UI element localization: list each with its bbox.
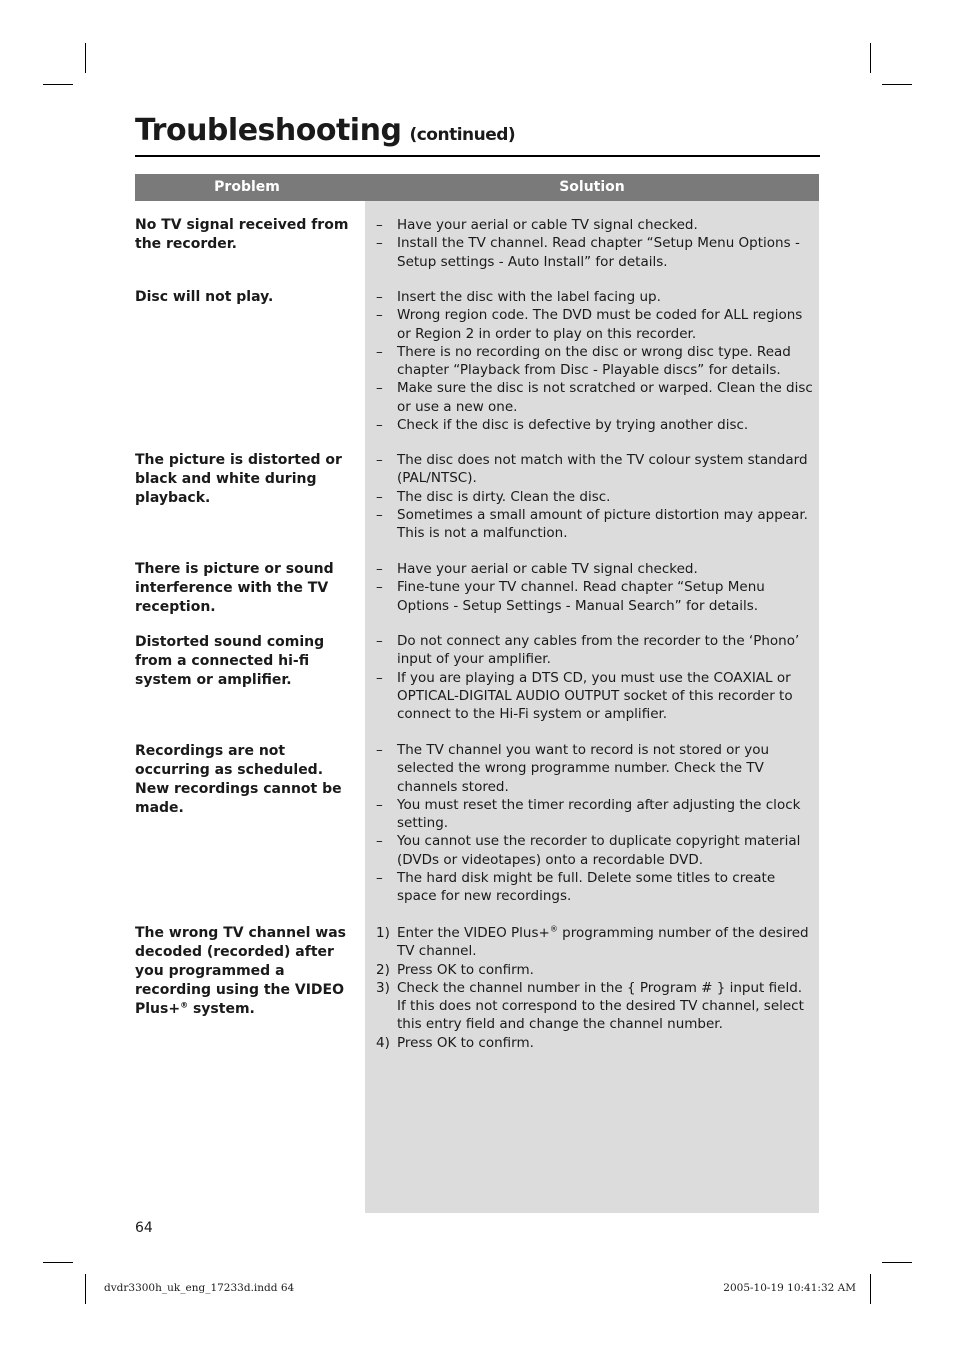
solution-list [375,216,813,271]
solution-list [375,632,813,723]
solution-list [375,451,813,542]
solution-item: – Sometimes a small amount of picture distortion may appear. This is not a malfunction. [376,506,808,542]
footer-filename: dvdr3300h_uk_eng_17233d.indd 64 [104,1282,295,1294]
solution-steps [375,924,813,1052]
solution-item: – Do not connect any cables from the recorder to the ‘Phono’ input of your amplifier. [376,633,800,668]
crop-mark [85,1274,86,1304]
solution-step: 3) Check the channel number in the { Program # } input field. If this does not correspond to the desired TV channel, select this entry field and change the channel number. [376,979,804,1033]
solution-item: – There is no recording on the disc or wrong disc type. Read chapter “Playback from Disc - Playable discs” for details. [376,343,791,379]
solution-step: 2) Press OK to confirm. [376,961,534,978]
problem-disc-not-play: Disc will not play. [135,289,274,305]
page-title [135,113,515,148]
solution-list [375,741,813,906]
solution-list [375,288,813,434]
solution-item: – The disc is dirty. Clean the disc. [376,488,611,505]
problem-wrong-tv-channel: The wrong TV channel was decoded (recorded) after you programmed a recording using the VIDEO Plus+® system. [135,925,346,1017]
solution-item: – The disc does not match with the TV colour system standard (PAL/NTSC). [376,452,808,487]
page-number: 64 [135,1220,153,1236]
crop-mark [43,1262,73,1263]
problem-interference: There is picture or sound interference with the TV reception. [135,561,334,615]
footer-timestamp: 2005-10-19 10:41:32 AM [723,1282,856,1294]
solution-item: – If you are playing a DTS CD, you must use the COAXIAL or OPTICAL-DIGITAL AUDIO OUTPUT socket of this recorder to connect to the Hi-Fi system or amplifier. [376,669,793,723]
title-rule [135,155,820,157]
crop-mark [882,84,912,85]
crop-mark [870,1274,871,1304]
header-solution: Solution [559,179,625,195]
problem-distorted-sound: Distorted sound coming from a connected hi-fi system or amplifier. [135,634,325,688]
solution-item: – Install the TV channel. Read chapter “Setup Menu Options - Setup settings - Auto Install” for details. [376,235,800,270]
crop-mark [882,1262,912,1263]
solution-item: – Make sure the disc is not scratched or warped. Clean the disc or use a new one. [376,380,813,415]
table-header [135,174,819,201]
solution-item: – The TV channel you want to record is not stored or you selected the wrong programme number. Check the TV channels stored. [376,742,770,795]
crop-mark [43,84,73,85]
solution-item: – Wrong region code. The DVD must be coded for ALL regions or Region 2 in order to play on this recorder. [376,307,803,342]
solution-item: – Check if the disc is defective by trying another disc. [376,417,749,434]
solution-list [375,560,813,615]
solution-item: – You must reset the timer recording after adjusting the clock setting. [376,796,801,832]
solution-item: – Have your aerial or cable TV signal checked. [376,561,698,577]
page-title-suffix: (continued) [409,125,516,145]
problem-picture-distorted: The picture is distorted or black and white during playback. [135,452,342,506]
crop-mark [870,43,871,73]
solution-item: – The hard disk might be full. Delete some titles to create space for new recordings. [376,870,776,905]
solution-step: 4) Press OK to confirm. [376,1034,534,1051]
crop-mark [85,43,86,73]
solution-item: – Have your aerial or cable TV signal checked. [376,217,698,233]
solution-item: – You cannot use the recorder to duplicate copyright material (DVDs or videotapes) onto a recordable DVD. [376,833,801,868]
solution-item: – Insert the disc with the label facing up. [376,289,661,305]
page-title-text: Troubleshooting [135,113,402,148]
problem-recordings-not-occurring: Recordings are not occurring as scheduled. New recordings cannot be made. [135,743,342,816]
header-problem: Problem [214,179,280,195]
solution-step: 1) Enter the VIDEO Plus+® programming number of the desired TV channel. [376,924,809,960]
problem-no-tv-signal: No TV signal received from the recorder. [135,217,349,252]
solution-item: – Fine-tune your TV channel. Read chapter “Setup Menu Options - Setup Settings - Manual Search” for details. [376,579,765,614]
